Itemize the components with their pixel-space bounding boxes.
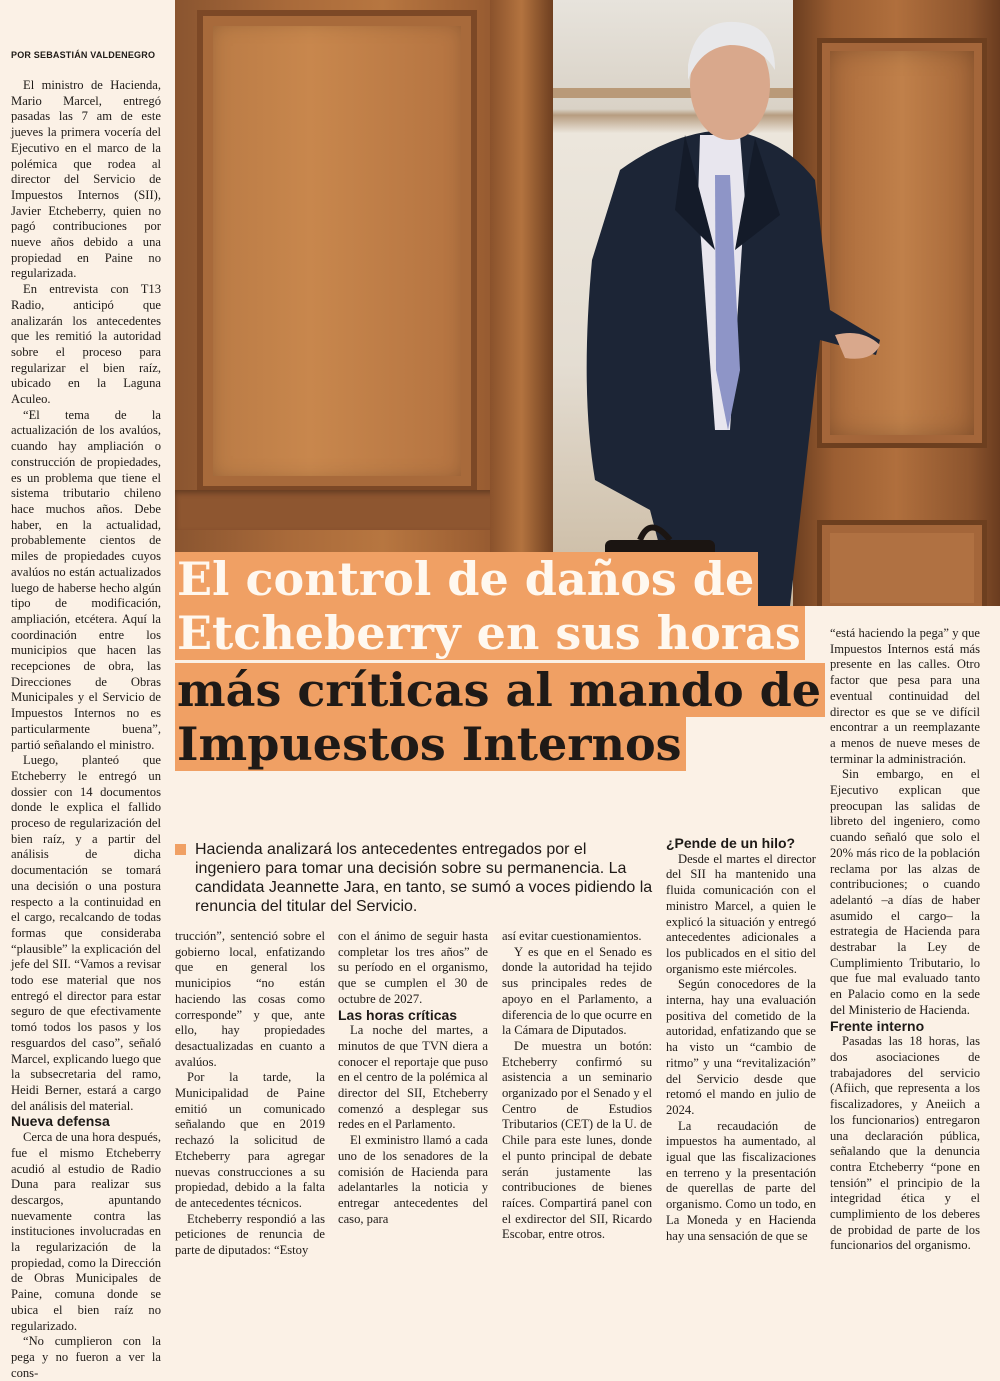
subhead: ¿Pende de un hilo? [666,835,796,851]
paragraph: Luego, planteó que Etcheberry le entregó un dossier con 14 documentos donde le explica el fallido proceso de regularización del bien raíz, y a partir del análisis de dicha documentación se tomará una decisión o una postura respecto a la continuidad en el cargo, recalcando de todas formas que consideraba “plausible” la explicación del jefe del SII. “Vamos a revisar todo ese material que nos entregó el director para estar seguro de que efectivamente tomó todos los pasos y los resguardos del caso”, señaló Marcel, explicando luego que la subsecretaria del ramo, Heidi Berner, estará a cargo del análisis del material. [11,753,161,1113]
subhead: Frente interno [830,1017,925,1034]
column-3 [338,929,488,1227]
headline-line-4: Impuestos Internos [175,718,686,770]
minister-figure [580,10,880,606]
headline-line-3: más críticas al mando de [175,664,825,716]
paragraph: Y es que en el Senado es donde la autoridad ha tejido sus principales redes de apoyo en el Parlamento, a diferencia de lo que ocurre en la Cámara de Diputados. [502,944,652,1038]
column-4 [502,929,652,1243]
column-2 [175,929,325,1259]
article-photo [175,0,1000,606]
paragraph: con el ánimo de seguir hasta completar los tres años” de su período en el organismo, que se cumplen el 30 de octubre de 2027. [338,929,488,1006]
paragraph: De muestra un botón: Etcheberry confirmó su asistencia a un seminario organizado por el Senado y el Centro de Estudios Tributarios (CET) de la U. de Chile para este lunes, donde el punto principal de debate serán justamente las contribuciones de bienes raíces. Compartirá panel con el exdirector del SII, Ricardo Escobar, entre otros. [502,1038,652,1242]
paragraph: Por la tarde, la Municipalidad de Paine emitió un comunicado señalando que en 2019 rechazó la solicitud de Etcheberry para agregar nuevas construcciones a su propiedad, debido a la falta de antecedentes técnicos. [175,1070,325,1210]
paragraph: Sin embargo, en el Ejecutivo explican que preocupan las salidas de libreto del ingeniero, como cuando señaló que solo el 20% más rico de la población reclama por las alzas de contribuciones; o cuando adelantó –a días de haber asumido el cargo– la estrategia de Hacienda para destrabar la Ley de Cumplimiento Tributario, lo que fue mal evaluado tanto en Palacio como en la sede del Ministerio de Hacienda. [830,767,980,1017]
column-1 [11,78,161,1381]
paragraph: El exministro llamó a cada uno de los senadores de la comisión de Hacienda para adelantarles la noticia y entregar antecedentes del caso, para [338,1133,488,1226]
subhead: Las horas críticas [338,1006,458,1023]
paragraph: Según conocedores de la interna, hay una evaluación positiva del cometido de la autoridad, enfatizando que se ha visto un “cambio de ritmo” y una “revitalización” del Servicio desde que retomó el mando en julio de 2024. [666,977,816,1117]
paragraph: “No cumplieron con la pega y no fueron a ver la cons- [11,1334,161,1380]
paragraph: Cerca de una hora después, fue el mismo Etcheberry acudió al estudio de Radio Duna para realizar sus descargos, apuntando nuevamente contra las instituciones involucradas en la regularización de la propiedad, como la Dirección de Obras Municipales de Paine, comuna donde se ubica el bien raíz no regularizado. [11,1130,161,1333]
paragraph: Etcheberry respondió a las peticiones de renuncia de parte de diputados: “Estoy [175,1211,325,1258]
headline-line-2: Etcheberry en sus horas [175,607,805,659]
paragraph: Pasadas las 18 horas, las dos asociaciones de trabajadores del servicio (Afiich, que representa a los fiscalizadores, y Aneiich a los funcionarios) entregaron una declaración pública, señalando que la denuncia contra Etcheberry “pone en tensión” el principio de la integridad ética y el cumplimiento de los deberes de probidad de parte de los funcionarios del organismo. [830,1034,980,1253]
paragraph: La noche del martes, a minutos de que TVN diera a conocer el reportaje que puso en el centro de la polémica al director del SII, Etcheberry comenzó a desplegar sus redes en el Parlamento. [338,1023,488,1132]
paragraph: “El tema de la actualización de los avalúos, cuando hay ampliación o construcción de propiedades, es un problema que tiene el sistema tributario chileno hace muchos años. Debe haber, en la actualidad, probablemente cientos de miles de propiedades cuyos avalúos no están actualizados luego de haberse hecho algún tipo de modificación, ampliación, etcétera. Aquí la coordinación entre los municipios que hacen las recepciones de obra, las Direcciones de Obras Municipales y el Servicio de Impuestos Internos no es particularmente buena”, partió señalando el ministro. [11,407,161,752]
paragraph: así evitar cuestionamientos. [502,929,642,943]
column-6 [830,626,980,1254]
byline: POR SEBASTIÁN VALDENEGRO [11,50,156,60]
paragraph: Desde el martes el director del SII ha mantenido una fluida comunicación con el ministro Marcel, a quien le explicó la situación y entregó antecedentes adicionales a los publicados en el sitio del organismo este miércoles. [666,851,816,976]
paragraph: El ministro de Hacienda, Mario Marcel, entregó pasadas las 7 am de este jueves la primera vocería del Ejecutivo en el marco de la polémica que rodea al director del Servicio de Impuestos Internos (SII), Javier Etcheberry, quien no pagó contribuciones por nueve años debido a una propiedad en Paine no regularizada. [11,78,161,281]
paragraph: En entrevista con T13 Radio, anticipó que analizarán los antecedentes que les remitió la autoridad sobre el proceso para regularizar el bien raíz, ubicado en la Laguna Aculeo. [11,282,161,407]
column-5 [666,836,816,1244]
paragraph: trucción”, sentenció sobre el gobierno local, enfatizando que en general los municipios “no están haciendo las cosas como corresponde” y que, ante ello, hay propiedades desactualizadas en cuanto a avalúos. [175,929,325,1069]
subhead: Nueva defensa [11,1113,110,1130]
deck-square-icon [175,844,186,855]
left-door [175,0,553,606]
paragraph: “está haciendo la pega” y que Impuestos Internos está más presente en las calles. Otro factor que pesa para una eventual continuidad del director es que se ve difícil encontrar a un reemplazante a menos de nueve meses de terminar la administración. [830,626,980,766]
headline-line-1: El control de daños de [175,553,758,605]
deck: Hacienda analizará los antecedentes entregados por el ingeniero para tomar una decisión sobre su permanencia. La candidata Jeannette Jara, en tanto, se sumó a voces pidiendo la renuncia del titular del Servicio. [175,840,655,916]
paragraph: La recaudación de impuestos ha aumentado, al igual que las fiscalizaciones en terreno y la presentación de querellas de parte del organismo. Como un todo, en La Moneda y en Hacienda hay una sensación de que se [666,1118,816,1243]
